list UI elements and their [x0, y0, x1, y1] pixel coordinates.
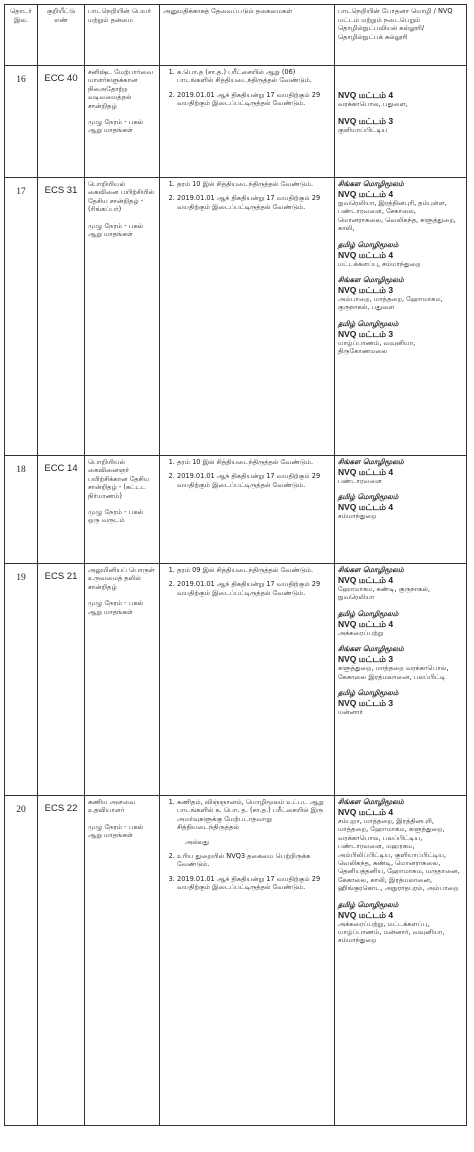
college-list: அக்கரைப்பற்று [338, 628, 384, 637]
college-list: குளியாப்பிட்டிய [338, 126, 388, 135]
qualifications-cell [160, 66, 335, 178]
qualifications-cell [160, 564, 335, 796]
nvq-level: NVQ மட்டம் 4 [338, 189, 394, 199]
course-code: ECC 40 [38, 66, 85, 178]
college-list: ஹோமாகம, கண்டி, குருநாகல், நுவரெலியா [338, 585, 431, 602]
courses-table [4, 4, 467, 1126]
header-qualifications: அனுமதிக்காகத் தேவைப்படும் தகைமைகள் [160, 5, 335, 66]
nvq-level: NVQ மட்டம் 4 [338, 249, 394, 260]
medium-language: சிங்கள மொழிமூலம் [338, 180, 404, 188]
header-medium-college: பாடநெறியின் போதனா மொழி / NVQ மட்டம் மற்றும் நடைபெறும் தொழில்நுட்பவியல் கல்லூரி/ தொழில்நுட்பக் கல்லூரி [335, 5, 467, 66]
medium-language: தமிழ் மொழிமூலம் [338, 689, 399, 698]
qualification-item: 2. 2019.01.01 ஆந் திகதியன்று 17 வயதிற்கும் 29 வயதிற்கும் இடைப்பட்டிருத்தல் வேண்டும். [177, 580, 331, 597]
college-list: களுத்துறை, மாத்தறை வரக்காபொல, கேகாலை இரத்மலானை, பலப்பிட்டி [338, 664, 449, 681]
medium-cell [335, 66, 467, 178]
college-list: பண்டாரவளை [338, 477, 382, 485]
qualification-item: 3. 2019.01.01 ஆந் திகதியன்று 17 வயதிற்கும் 29 வயதிற்கும் இடைப்பட்டிருத்தல் வேண்டும். [177, 875, 331, 892]
qualification-item: 1. தரம் 09 இல் சித்தியடைந்திருத்தல் வேண்டும். [177, 566, 331, 574]
nvq-level: NVQ மட்டம் 4 [338, 90, 394, 100]
table-row [5, 66, 467, 178]
qualification-item: 2. உரிய துறையில் NVQ3 தகைமை பெற்றிருக்க வேண்டும். [177, 852, 331, 869]
medium-language: சிங்கள மொழிமூலம் [338, 798, 404, 806]
nvq-level: NVQ மட்டம் 3 [338, 116, 394, 127]
medium-language: தமிழ் மொழிமூலம் [338, 319, 399, 328]
course-name: அலுமினியப் பொருள் உருவமைத் தலில் சான்றிதழ் [88, 566, 155, 591]
qualification-item: 1. தரம் 10 இல் சித்தியடைந்திருத்தல் வேண்டும். [177, 180, 331, 188]
college-list: அக்கரைப்பற்று, மட்டக்களப்பு, யாழ்ப்பாணம், மன்னார், வவுனியா, சம்மாந்துறை [338, 919, 445, 945]
nvq-level: NVQ மட்டம் 3 [338, 654, 394, 665]
college-list: நுவரெலியா, இரத்தினபுரி, தம்புள்ள, பண்டாரவளை, சேகாலை, மொனராகலை, வெலிகந்த, களுத்துறை, காலி, [338, 199, 456, 233]
qualification-item: 1. தரம் 10 இல் சித்தியடைந்திருத்தல் வேண்டும். [177, 458, 331, 466]
table-row [5, 456, 467, 564]
nvq-level: NVQ மட்டம் 4 [338, 575, 394, 585]
course-duration: முழு நேரம் - பகல் ஒரு வருடம் [88, 508, 144, 525]
row-number: 16 [5, 66, 38, 178]
course-code: ECS 31 [38, 178, 85, 456]
course-cell [85, 564, 160, 796]
course-name: சனிஷ்ட மேற்பார்வை யாளர்களுக்கான நிலஅதோற்ற வடிவமைத்தல் சான்றிதழ் [88, 68, 154, 110]
course-cell [85, 66, 160, 178]
medium-cell [335, 178, 467, 456]
medium-language: தமிழ் மொழிமூலம் [338, 240, 399, 249]
course-duration: முழு நேரம் - பகல் ஆறு மாதங்கள் [88, 599, 144, 616]
table-row [5, 178, 467, 456]
row-number: 19 [5, 564, 38, 796]
table-row [5, 564, 467, 796]
college-list: சம்மாந்துறை [338, 512, 377, 521]
medium-language: சிங்கள மொழிமூலம் [338, 276, 404, 285]
qualification-item: 2. 2019.01.01 ஆந் திகதியன்று 17 வயதிற்கும் 29 வயதிற்கும் இடைப்பட்டிருத்தல் வேண்டும். [177, 194, 331, 211]
qualifications-cell [160, 178, 335, 456]
qualifications-cell [160, 456, 335, 564]
row-number: 17 [5, 178, 38, 456]
college-list: அம்பாறை, மாத்தறை, ஹோமாகம, குருநாகல், பதுளை [338, 295, 443, 312]
course-cell [85, 178, 160, 456]
header-code-number: குறியீட்டு எண் [38, 5, 85, 66]
course-duration: முழு நேரம் - பகல் ஆறு மாதங்கள் [88, 118, 144, 135]
medium-language: தமிழ் மொழிமூலம் [338, 900, 399, 909]
college-list: மன்னார் [338, 708, 363, 717]
course-cell [85, 456, 160, 564]
course-code: ECC 14 [38, 456, 85, 564]
course-name: பொறியியல் கைவினைஞர் பயிற்சிக்கான தேசிய சான்றிதழ் - (கட்டட நிர்மாணம்) [88, 458, 150, 500]
row-number: 20 [5, 796, 38, 1126]
college-list: சம்புறா, மாத்தறை, இரத்தினபுரி, மாத்தறை, ஹோமாகம, களுத்துறை, வரக்காபொல, பலப்பிட்டிய, பண்டாரவளை, மஹரகம, அம்பிலிப்பிட்டிய, குளியாப்பிட்டிய, வெலிகந்த, கண்டி, மொனராகலை, தெனியத்தனிய, ஹோமாகம, மருதானை, கேகாலை, காலி, இரத்மலானை, ஹிங்குரகொட, அநுராதபுரம், அம்பாறை [338, 817, 460, 893]
nvq-level: NVQ மட்டம் 3 [338, 698, 394, 709]
medium-language: சிங்கள மொழிமூலம் [338, 566, 404, 574]
nvq-level: NVQ மட்டம் 4 [338, 909, 394, 920]
course-cell [85, 796, 160, 1126]
row-number: 18 [5, 456, 38, 564]
qualification-item: 1. கணிதம், விஞ்ஞானம், மொழிமூலம் உட்பட ஆறு பாடங்களில் க. பொ. த. (சா.த.) பரீட்சையில் இரு அமர்வுகளுக்கு மேற்படாதவாறு சித்தியடைந்திருத்தல் [177, 798, 331, 832]
nvq-level: NVQ மட்டம் 3 [338, 328, 394, 339]
course-code: ECS 22 [38, 796, 85, 1126]
course-duration: முழு நேரம் - பகல் ஆறு மாதங்கள் [88, 221, 144, 239]
medium-cell [335, 564, 467, 796]
table-header-row [5, 5, 467, 66]
qualification-item: 2. 2019.01.01 ஆந் திகதியன்று 17 வயதிற்கும் 29 வயதிற்கும் இடைப்பட்டிருத்தல் வேண்டும். [177, 91, 331, 108]
nvq-level: NVQ மட்டம் 4 [338, 467, 394, 477]
course-name: கணிய அளவை உதவியாளர் [88, 798, 136, 815]
course-duration: முழு நேரம் - பகல் ஆறு மாதங்கள் [88, 822, 144, 840]
nvq-level: NVQ மட்டம் 3 [338, 285, 394, 296]
college-list: மட்டக்களப்பு, சம்மாந்துறை [338, 259, 421, 268]
medium-language: தமிழ் மொழிமூலம் [338, 609, 399, 618]
medium-cell [335, 456, 467, 564]
college-list: வரக்காபொல, பதுளை, [338, 100, 408, 108]
medium-language: சிங்கள மொழிமூலம் [338, 458, 404, 466]
medium-language: சிங்கள மொழிமூலம் [338, 645, 404, 654]
medium-cell [335, 796, 467, 1126]
header-serial-number: தொடர் இல. [5, 5, 38, 66]
or-separator: அல்லது [185, 837, 209, 846]
qualification-item: 1. க.பொ.த (சா.த.) பரீட்சையில் ஆறு (06) பாடங்களில் சித்தியடைந்திருத்தல் வேண்டும். [177, 68, 331, 85]
nvq-level: NVQ மட்டம் 4 [338, 618, 394, 629]
medium-language: தமிழ் மொழிமூலம் [338, 493, 399, 502]
course-name: பொறியியல் கைவினை பயிற்சியில் தேசிய சான்றிதழ் - (ரிங்கப்பர்) [88, 180, 155, 214]
header-course-name: பாடநெறியின் பெயர் மற்றும் தன்மை [85, 5, 160, 66]
table-row [5, 796, 467, 1126]
nvq-level: NVQ மட்டம் 4 [338, 502, 394, 513]
nvq-level: NVQ மட்டம் 4 [338, 807, 394, 817]
college-list: யாழ்ப்பாணம், வவுனியா, திருகோணமலை [338, 338, 416, 356]
qualifications-cell [160, 796, 335, 1126]
qualification-item: 2. 2019.01.01 ஆந் திகதியன்று 17 வயதிற்கும் 29 வயதிற்கும் இடைப்பட்டிருத்தல் வேண்டும். [177, 472, 331, 489]
course-code: ECS 21 [38, 564, 85, 796]
